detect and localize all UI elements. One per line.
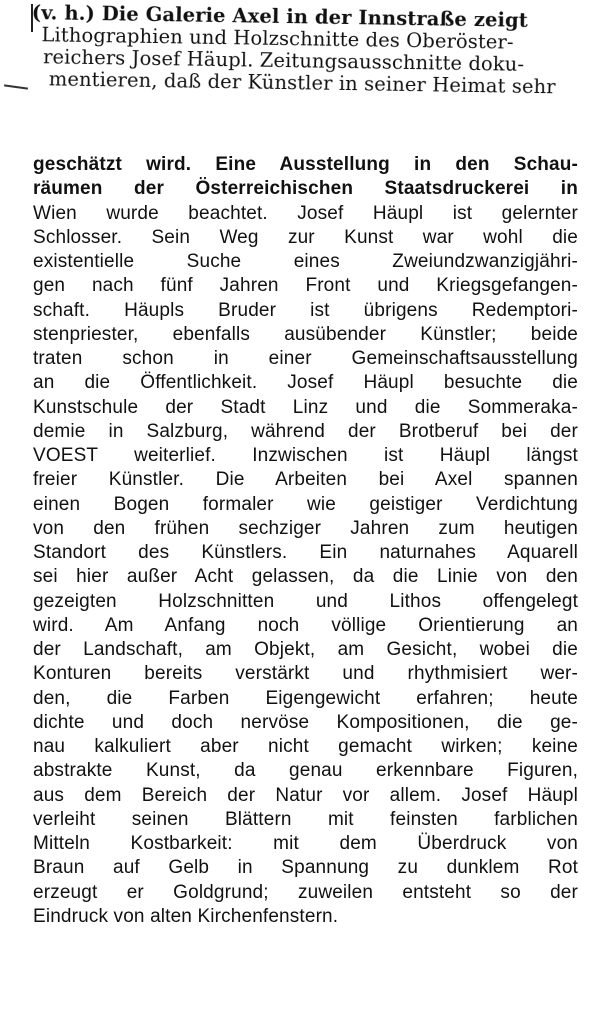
margin-tick <box>4 84 28 89</box>
article-line: Schlosser. Sein Weg zur Kunst war wohl die <box>33 226 578 248</box>
article-line: räumen der Österreichischen Staatsdruckerei in <box>33 178 578 200</box>
article-line: abstrakte Kunst, da genau erkennbare Figuren, <box>33 760 578 782</box>
article-line: der Landschaft, am Objekt, am Gesicht, wobei die <box>33 639 578 660</box>
article-line: demie in Salzburg, während der Brotberuf bei der <box>33 420 578 442</box>
article-line: traten schon in einer Gemeinschaftsausstellung <box>33 348 578 369</box>
article-line: dichte und doch nervöse Kompositionen, die ge- <box>33 711 578 733</box>
article-line: erzeugt er Goldgrund; zuweilen entsteht so der <box>33 881 578 903</box>
article-line: schaft. Häupls Bruder ist übrigens Redemptori- <box>33 299 578 321</box>
article-line: Wien wurde beachtet. Josef Häupl ist gelernter <box>33 202 578 224</box>
article-body <box>33 153 578 929</box>
fragment-line: reichers Josef Häupl. Zeitungsausschnitte doku- <box>42 45 525 76</box>
article-line: stenpriester, ebenfalls ausübender Künstler; beide <box>33 323 578 345</box>
article-line: sei hier außer Acht gelassen, da die Linie von den <box>33 566 578 588</box>
article-line: existentielle Suche eines Zweiundzwanzigjähri- <box>33 251 578 272</box>
article-line: nau kalkuliert aber nicht gemacht wirken; keine <box>33 736 578 757</box>
article-line: freier Künstler. Die Arbeiten bei Axel spannen <box>33 469 578 491</box>
article-line: Mitteln Kostbarkeit: mit dem Überdruck von <box>33 833 578 854</box>
article-line: verleiht seinen Blättern mit feinsten farblichen <box>33 808 578 830</box>
article-line: an die Öffentlichkeit. Josef Häupl besuchte die <box>33 372 578 394</box>
article-line: Standort des Künstlers. Ein naturnahes Aquarell <box>33 542 578 563</box>
fragment-line: Lithographien und Holzschnitte des Oberöster- <box>41 23 514 54</box>
article-line: Eindruck von alten Kirchenfenstern. <box>33 905 339 927</box>
article-line: gen nach fünf Jahren Front und Kriegsgefangen- <box>33 275 578 297</box>
article-line: von den frühen sechziger Jahren zum heutigen <box>33 517 578 539</box>
clipping-fragment <box>29 2 590 99</box>
article-line: aus dem Bereich der Natur vor allem. Josef Häupl <box>33 784 578 806</box>
article-line: einen Bogen formaler wie geistiger Verdichtung <box>33 493 578 515</box>
article-line: Braun auf Gelb in Spannung zu dunklem Rot <box>33 857 578 879</box>
article-line: den, die Farben Eigengewicht erfahren; heute <box>33 687 578 709</box>
article-line: wird. Am Anfang noch völlige Orientierung an <box>33 614 578 636</box>
fragment-line: mentieren, daß der Künstler in seiner Heimat sehr <box>48 67 556 99</box>
fragment-line: (v. h.) Die Galerie Axel in der Innstraße zeigt <box>31 1 529 32</box>
article-line: gezeigten Holzschnitten und Lithos offengelegt <box>33 590 578 612</box>
article-line: geschätzt wird. Eine Ausstellung in den Schau- <box>33 154 578 175</box>
article-line: Konturen bereits verstärkt und rhythmisiert wer- <box>33 663 578 685</box>
article-line: Kunstschule der Stadt Linz und die Sommeraka- <box>33 396 578 418</box>
article-line: VOEST weiterlief. Inzwischen ist Häupl längst <box>33 445 578 466</box>
